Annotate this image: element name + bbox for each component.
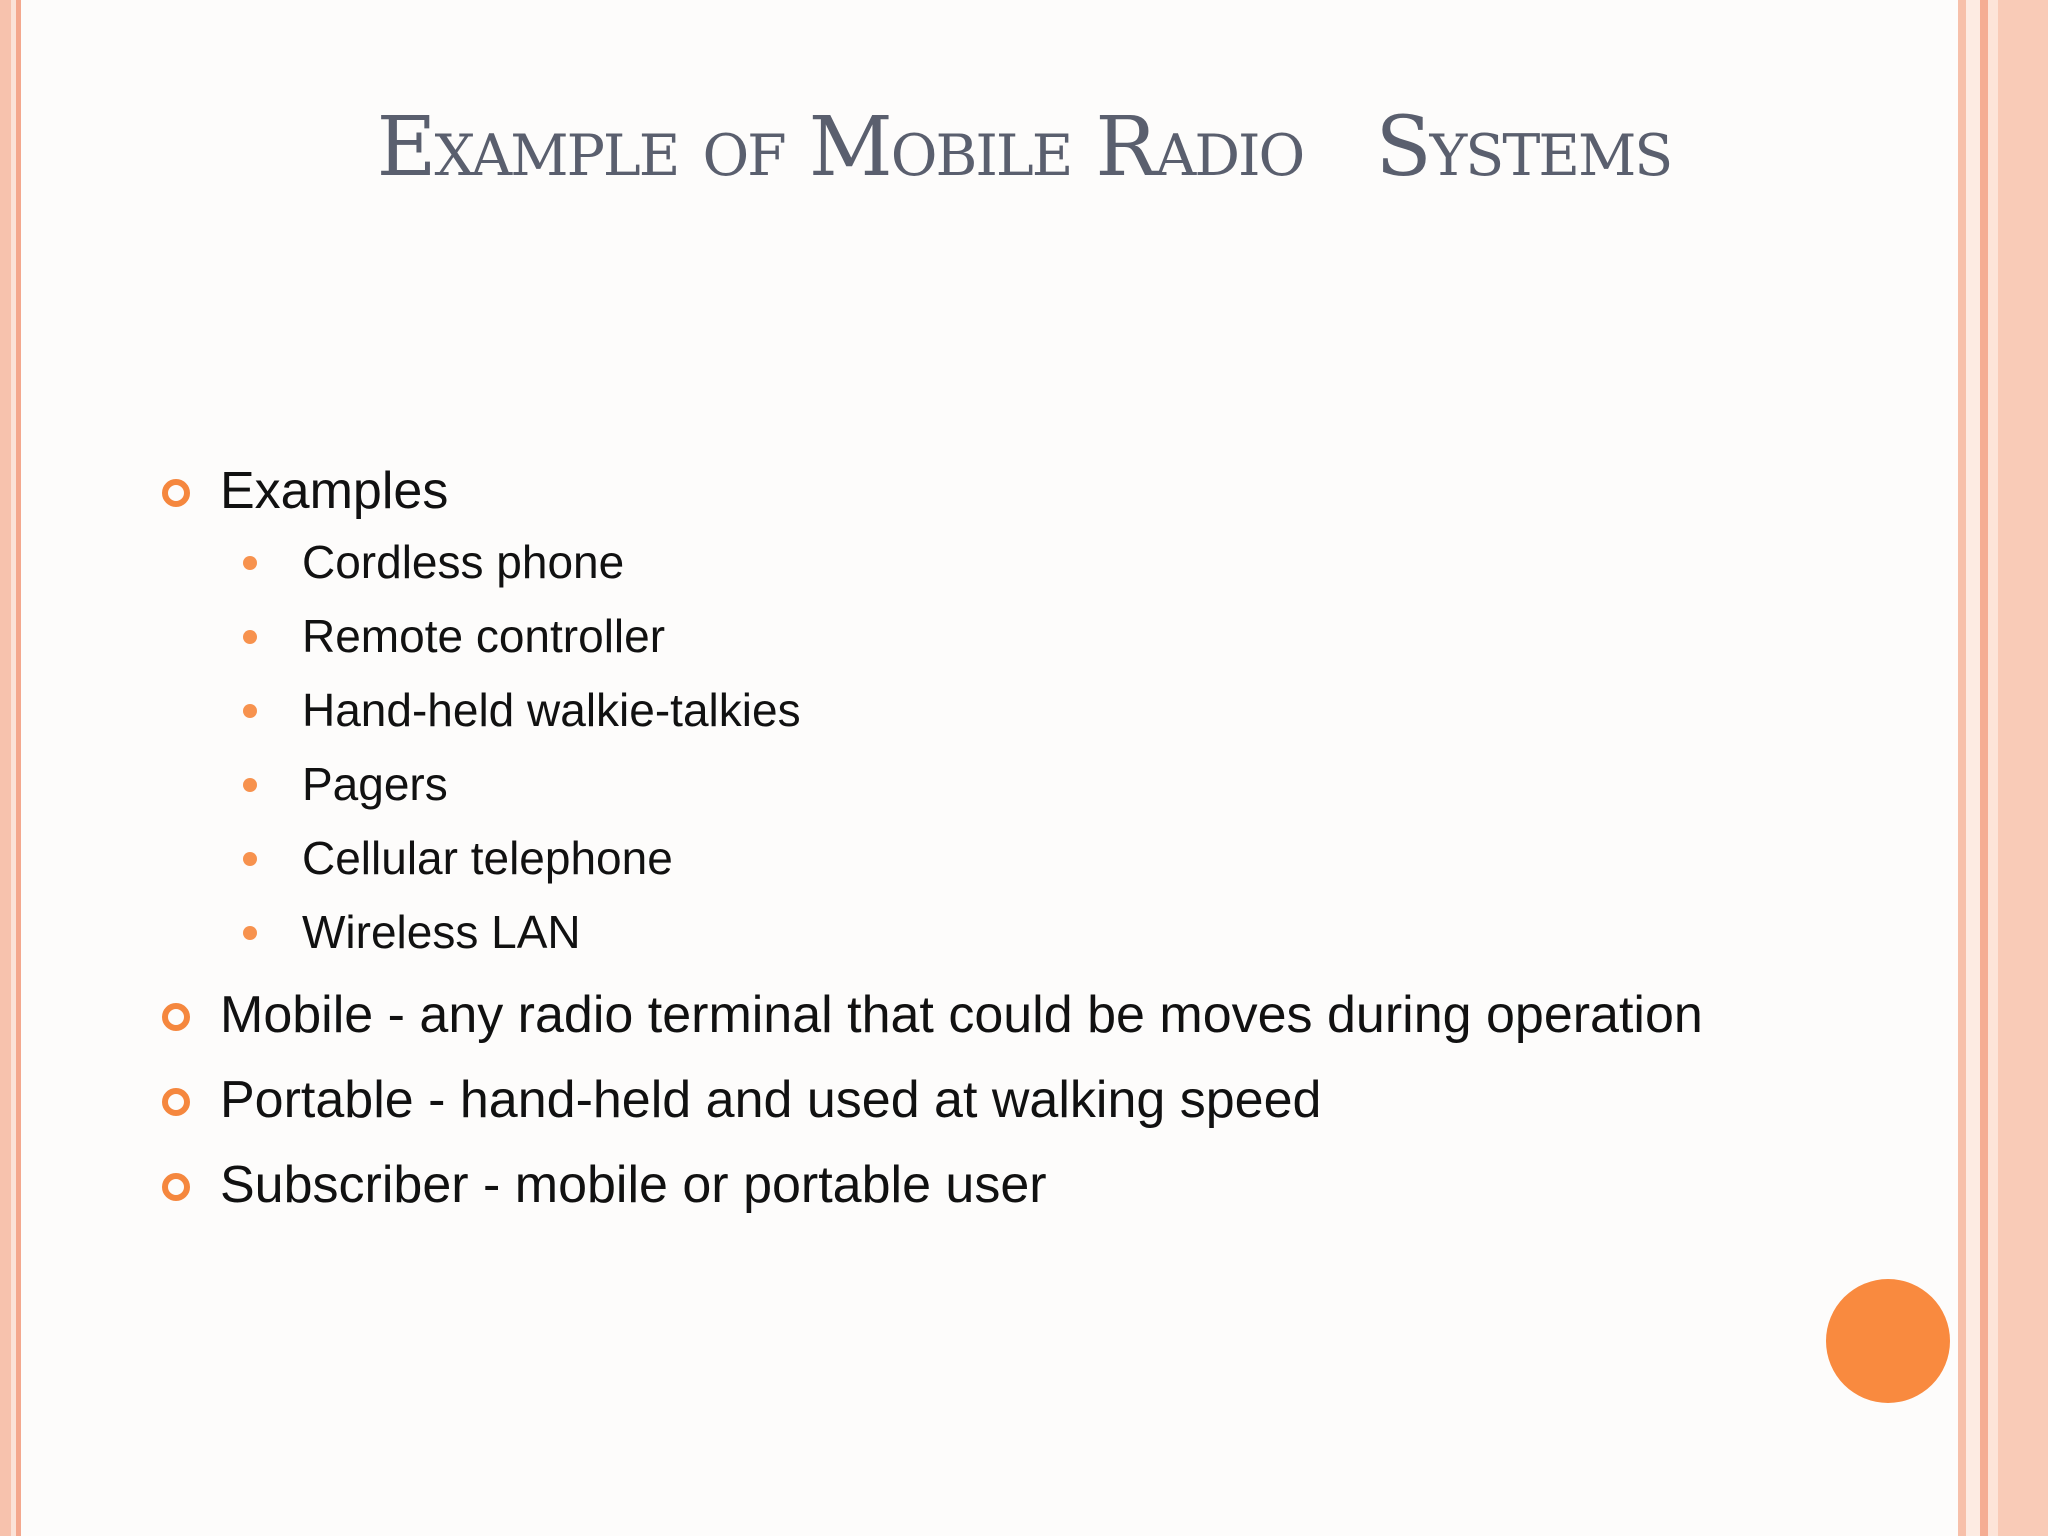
sub-bullet-item (155, 533, 1935, 607)
sub-bullet-text: Hand-held walkie-talkies (302, 684, 801, 736)
dot-bullet-icon (243, 630, 257, 644)
bullet-item (155, 979, 1935, 1064)
sub-bullet-item (155, 755, 1935, 829)
left-border-stripe (16, 0, 21, 1536)
bullet-text: Portable - hand-held and used at walking speed (220, 1071, 1322, 1129)
sub-bullet-list (155, 533, 1935, 977)
right-border-stripe (1980, 0, 1988, 1536)
bullet-text: Subscriber - mobile or portable user (220, 1156, 1047, 1214)
dot-bullet-icon (243, 926, 257, 940)
left-border-stripe (0, 0, 11, 1536)
dot-bullet-icon (243, 704, 257, 718)
bullet-item (155, 1064, 1935, 1149)
slide-title: Example of Mobile Radio Systems (376, 100, 1672, 195)
dot-bullet-icon (243, 556, 257, 570)
ring-bullet-icon (162, 1173, 190, 1201)
sub-bullet-text: Pagers (302, 758, 448, 810)
sub-bullet-text: Cordless phone (302, 536, 625, 588)
right-border-stripe (1988, 0, 1998, 1536)
sub-bullet-item (155, 903, 1935, 977)
dot-bullet-icon (243, 778, 257, 792)
sub-bullet-text: Remote controller (302, 610, 666, 662)
bullet-text: Mobile - any radio terminal that could be moves during operation (220, 986, 1703, 1044)
bullet-list (155, 455, 1935, 1234)
right-border-stripe (1966, 0, 1980, 1536)
dot-bullet-icon (243, 852, 257, 866)
sub-bullet-item (155, 681, 1935, 755)
ring-bullet-icon (162, 479, 190, 507)
right-border-stripe (1958, 0, 1966, 1536)
bullet-item (155, 455, 1935, 533)
sub-bullet-text: Cellular telephone (302, 832, 673, 884)
right-border-stripe (1998, 0, 2048, 1536)
ring-bullet-icon (162, 1088, 190, 1116)
sub-bullet-item (155, 829, 1935, 903)
bullet-item (155, 1149, 1935, 1234)
bullet-text: Examples (220, 462, 449, 520)
ring-bullet-icon (162, 1003, 190, 1031)
decorative-orange-circle (1826, 1279, 1950, 1403)
sub-bullet-text: Wireless LAN (302, 906, 581, 958)
sub-bullet-item (155, 607, 1935, 681)
